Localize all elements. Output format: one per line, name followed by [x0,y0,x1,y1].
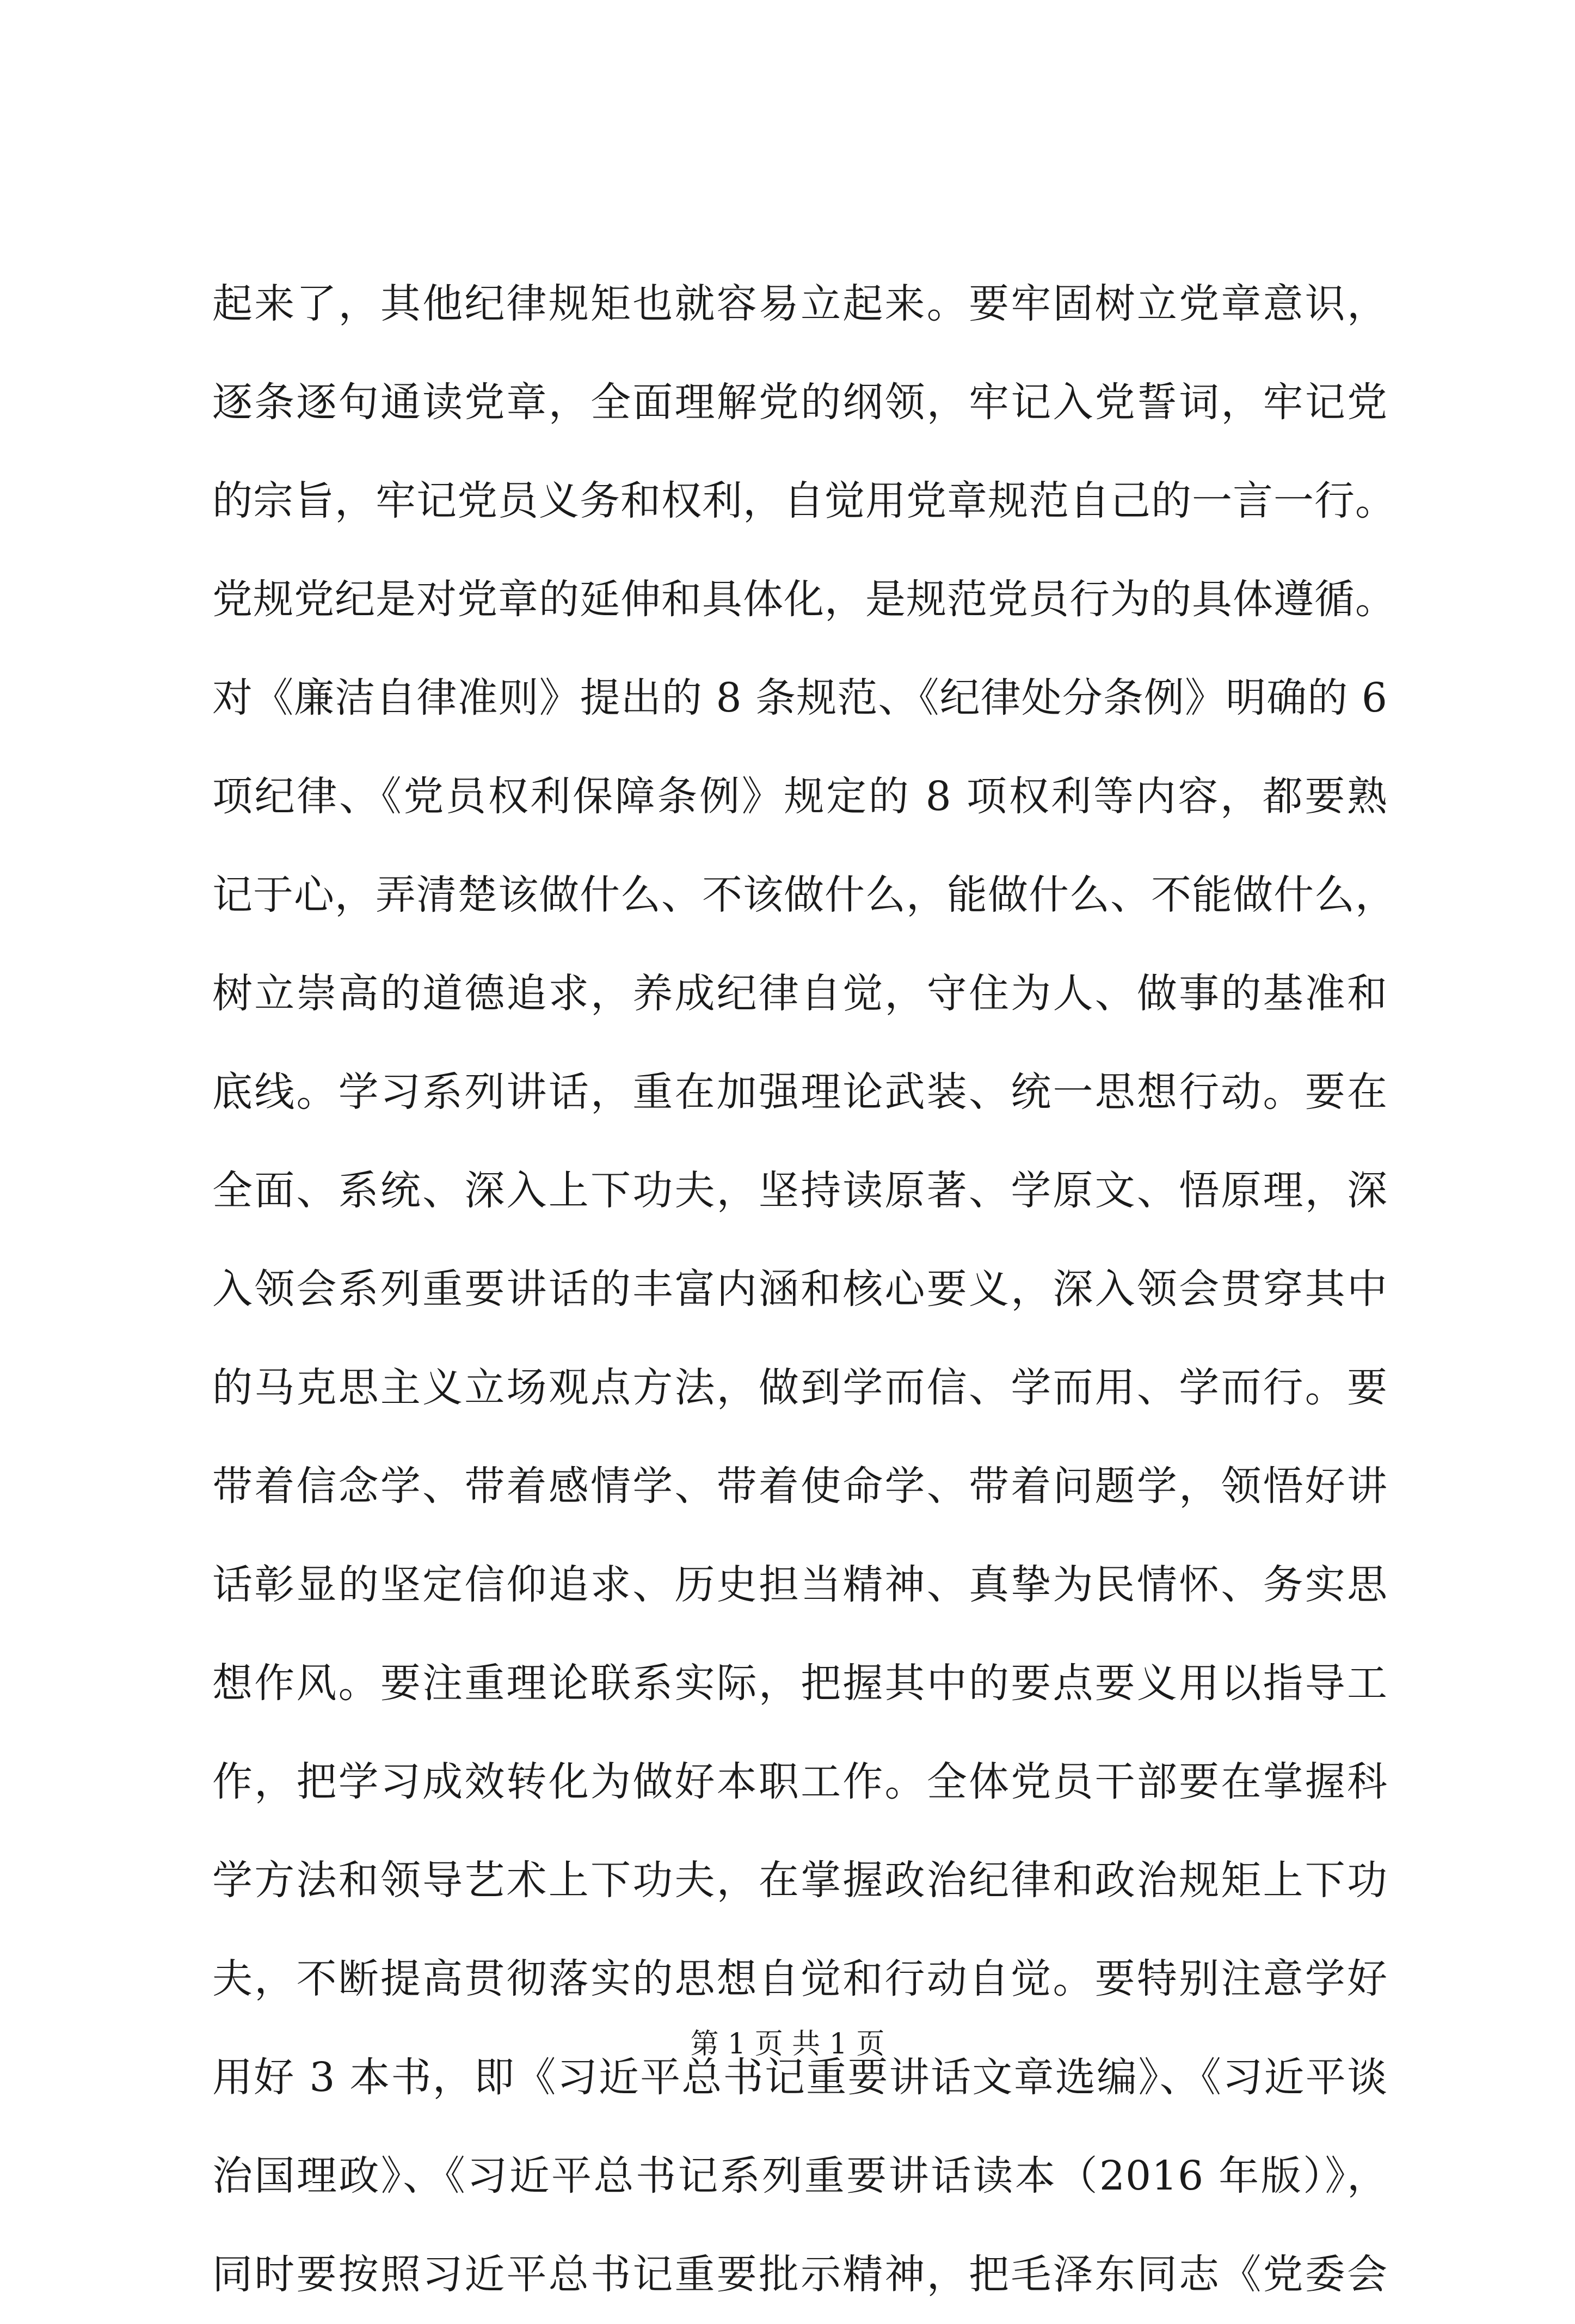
text-line-20: 治国理政》、《习近平总书记系列重要讲话读本（2016 年版）》， [212,2153,1388,2199]
text-line-17: 学方法和领导艺术上下功夫，在掌握政治纪律和政治规矩上下功 [212,1857,1388,1904]
text-line-14: 话彰显的坚定信仰追求、历史担当精神、真挚为民情怀、务实思 [212,1561,1388,1608]
text-line-6: 项纪律、《党员权利保障条例》规定的 8 项权利等内容，都要熟 [212,773,1388,820]
text-line-11: 入领会系列重要讲话的丰富内涵和核心要义，深入领会贯穿其中 [212,1266,1388,1313]
page-footer [0,2022,1575,2066]
text-line-12: 的马克思主义立场观点方法，做到学而信、学而用、学而行。要 [212,1364,1388,1411]
text-line-8: 树立崇高的道德追求，养成纪律自觉，守住为人、做事的基准和 [212,970,1388,1017]
text-line-13: 带着信念学、带着感情学、带着使命学、带着问题学，领悟好讲 [212,1463,1388,1510]
text-line-21: 同时要按照习近平总书记重要批示精神，把毛泽东同志《党委会 [212,2251,1388,2298]
text-line-4: 党规党纪是对党章的延伸和具体化，是规范党员行为的具体遵循。 [212,576,1396,623]
text-line-7: 记于心，弄清楚该做什么、不该做什么，能做什么、不能做什么， [212,872,1396,918]
text-line-1: 起来了，其他纪律规矩也就容易立起来。要牢固树立党章意识， [212,280,1388,327]
text-line-15: 想作风。要注重理论联系实际，把握其中的要点要义用以指导工 [212,1660,1388,1707]
body-text [212,255,1396,2324]
text-line-16: 作，把学习成效转化为做好本职工作。全体党员干部要在掌握科 [212,1758,1388,1805]
text-line-10: 全面、系统、深入上下功夫，坚持读原著、学原文、悟原理，深 [212,1167,1388,1214]
page-number-label: 第 1 页 共 1 页 [690,2028,885,2061]
text-line-2: 逐条逐句通读党章，全面理解党的纲领，牢记入党誓词，牢记党 [212,379,1388,426]
text-line-3: 的宗旨，牢记党员义务和权利，自觉用党章规范自己的一言一行。 [212,477,1396,524]
text-line-19: 用好 3 本书，即《习近平总书记重要讲话文章选编》、《习近平谈 [212,2054,1388,2101]
text-line-5: 对《廉洁自律准则》提出的 8 条规范、《纪律处分条例》明确的 6 [212,674,1388,721]
text-line-9: 底线。学习系列讲话，重在加强理论武装、统一思想行动。要在 [212,1069,1388,1115]
text-line-18: 夫，不断提高贯彻落实的思想自觉和行动自觉。要特别注意学好 [212,1955,1388,2002]
